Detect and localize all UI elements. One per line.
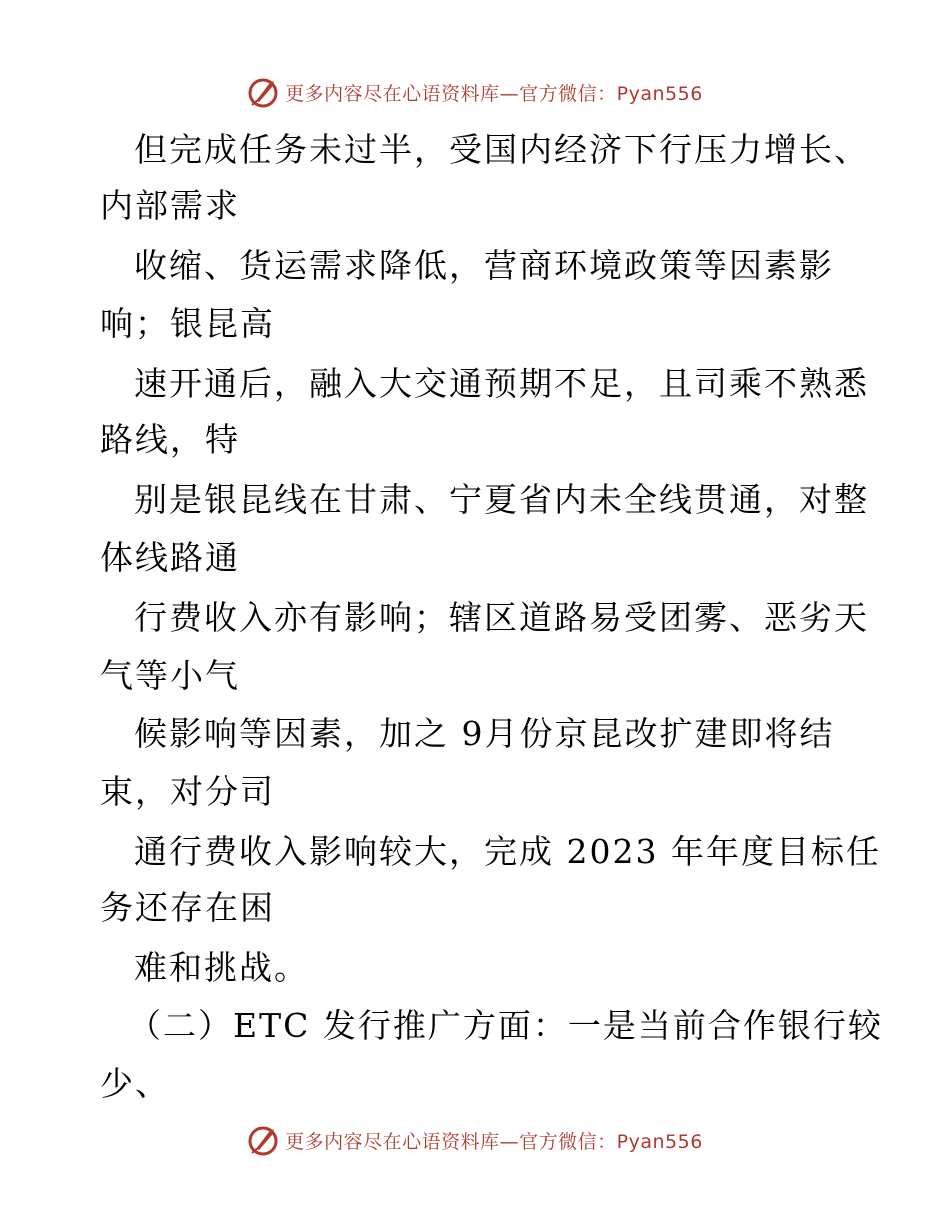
text-line: 难和挑战。 <box>134 948 309 987</box>
text-line: 务还存在困 <box>100 888 275 927</box>
footer-banner <box>0 1120 950 1160</box>
text-line: （二）ETC 发行推广方面：一是当前合作银行较 <box>128 1006 883 1045</box>
text-line: 别是银昆线在甘肃、宁夏省内未全线贯通，对整 <box>134 480 869 519</box>
header-banner <box>0 72 950 112</box>
header-banner-text: 更多内容尽在心语资料库—官方微信：Pyan556 <box>285 82 703 105</box>
text-line: 少、 <box>100 1064 170 1103</box>
quill-pen-logo-icon <box>247 75 281 109</box>
text-line: 响；银昆高 <box>100 304 275 343</box>
quill-pen-logo-icon <box>247 1123 281 1157</box>
footer-banner-text: 更多内容尽在心语资料库—官方微信：Pyan556 <box>285 1130 703 1153</box>
text-line: 体线路通 <box>100 538 240 577</box>
text-line: 收缩、货运需求降低，营商环境政策等因素影 <box>134 246 834 285</box>
text-line: 路线，特 <box>100 420 240 459</box>
text-line: 内部需求 <box>100 186 240 225</box>
text-line: 通行费收入影响较大，完成 2023 年年度目标任 <box>134 832 881 871</box>
text-line: 候影响等因素，加之 9月份京昆改扩建即将结 <box>134 714 835 753</box>
text-line: 但完成任务未过半，受国内经济下行压力增长、 <box>134 130 869 169</box>
text-line: 速开通后，融入大交通预期不足，且司乘不熟悉 <box>134 364 869 403</box>
text-line: 束，对分司 <box>100 772 275 811</box>
text-line: 行费收入亦有影响；辖区道路易受团雾、恶劣天 <box>134 598 869 637</box>
text-line: 气等小气 <box>100 656 240 695</box>
